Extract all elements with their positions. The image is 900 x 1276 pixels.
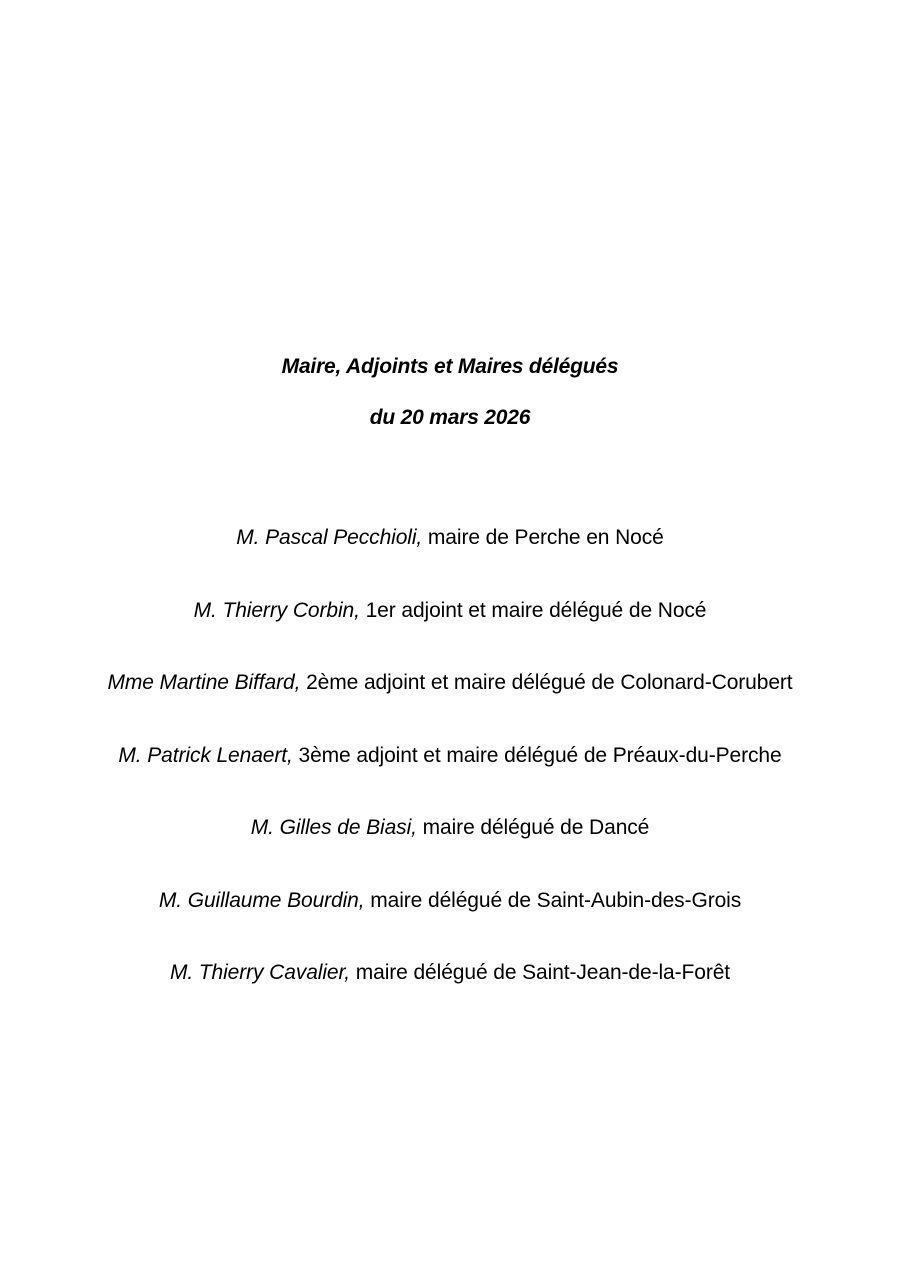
official-entry: [0, 524, 900, 597]
official-role: 2ème adjoint et maire délégué de Colonard-Corubert: [306, 671, 793, 694]
document-date: du 20 mars 2026: [369, 406, 531, 429]
official-name: M. Gilles de Biasi,: [250, 816, 417, 839]
official-role: maire délégué de Saint-Jean-de-la-Forêt: [355, 961, 731, 984]
official-entry: [0, 597, 900, 670]
official-name: M. Patrick Lenaert,: [118, 743, 293, 767]
official-name: Mme Martine Biffard,: [107, 671, 301, 694]
official-name: M. Pascal Pecchioli,: [236, 526, 423, 549]
official-entry: [0, 959, 900, 1032]
official-entry: [0, 742, 900, 815]
official-entry: [0, 669, 900, 742]
official-entry: [0, 887, 900, 960]
official-role: maire de Perche en Nocé: [427, 526, 664, 549]
official-name: M. Thierry Corbin,: [193, 598, 360, 622]
official-name: M. Guillaume Bourdin,: [158, 888, 365, 912]
official-entry: [0, 814, 900, 887]
official-role: maire délégué de Saint-Aubin-des-Grois: [370, 888, 742, 912]
officials-list: [0, 524, 900, 1032]
official-role: maire délégué de Dancé: [422, 816, 650, 839]
official-name: M. Thierry Cavalier,: [169, 961, 350, 984]
official-role: 3ème adjoint et maire délégué de Préaux-du-Perche: [298, 743, 782, 767]
official-role: 1er adjoint et maire délégué de Nocé: [365, 598, 707, 622]
document-title: Maire, Adjoints et Maires délégués: [281, 355, 619, 378]
